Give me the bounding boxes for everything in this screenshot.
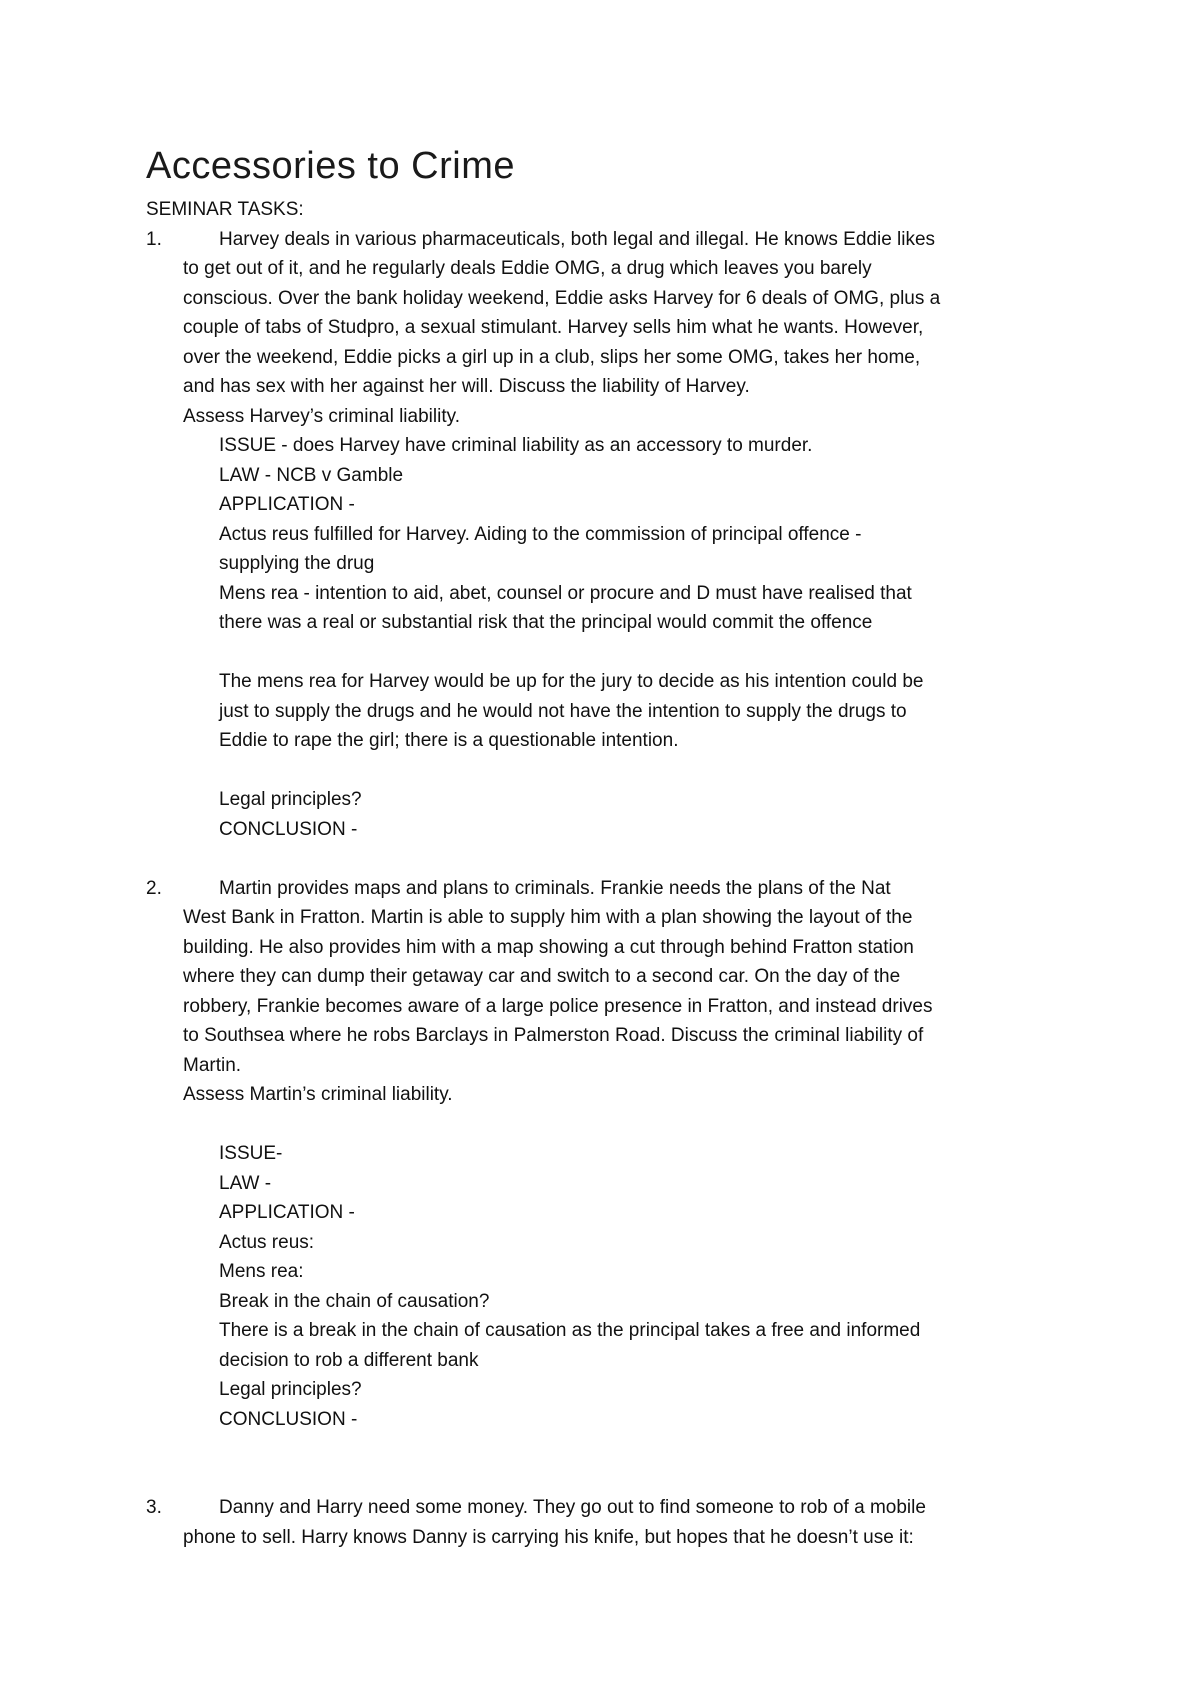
task-1-paragraph-line: and has sex with her against her will. Discuss the liability of Harvey. — [183, 376, 750, 397]
task-2-issue: ISSUE- — [219, 1143, 283, 1164]
document-title: Accessories to Crime — [146, 145, 515, 187]
task-1-discussion-line: Eddie to rape the girl; there is a questionable intention. — [219, 730, 679, 751]
task-1-paragraph-line: conscious. Over the bank holiday weekend, Eddie asks Harvey for 6 deals of OMG, plus a — [183, 287, 941, 309]
task-1-first-line — [0, 225, 1200, 255]
task-2-assess-line: Assess Martin’s criminal liability. — [183, 1084, 453, 1105]
task-3-number: 3. — [146, 1497, 162, 1518]
task-1-conclusion: CONCLUSION - — [219, 818, 358, 840]
spacer — [0, 1434, 1200, 1464]
task-2-conclusion: CONCLUSION - — [219, 1408, 358, 1430]
task-1-actus-reus: Actus reus fulfilled for Harvey. Aiding to the commission of principal offence - — [219, 523, 862, 545]
task-2-causation-answer-cont: decision to rob a different bank — [219, 1349, 479, 1371]
task-2-paragraph-line: robbery, Frankie becomes aware of a large police presence in Fratton, and instead drives — [183, 995, 933, 1017]
task-1-mens-rea: Mens rea - intention to aid, abet, counsel or procure and D must have realised that — [219, 582, 912, 604]
task-3-text: Danny and Harry need some money. They go out to find someone to rob of a mobile — [219, 1497, 926, 1518]
spacer — [0, 1110, 1200, 1140]
task-1-discussion-line: just to supply the drugs and he would not have the intention to supply the drugs to — [219, 700, 907, 722]
task-1-actus-reus-cont: supplying the drug — [219, 553, 375, 574]
task-1-paragraph-line: over the weekend, Eddie picks a girl up in a club, slips her some OMG, takes her home, — [183, 346, 921, 368]
task-2-paragraph-line: West Bank in Fratton. Martin is able to supply him with a plan showing the layout of the — [183, 907, 913, 928]
task-2-actus-reus: Actus reus: — [219, 1231, 315, 1253]
task-1-issue: ISSUE - does Harvey have criminal liability as an accessory to murder. — [219, 435, 813, 456]
task-2-paragraph-line: to Southsea where he robs Barclays in Palmerston Road. Discuss the criminal liability of — [183, 1025, 924, 1046]
task-2-legal-principles: Legal principles? — [219, 1379, 362, 1400]
task-2-mens-rea: Mens rea: — [219, 1261, 304, 1282]
task-1-discussion-line: The mens rea for Harvey would be up for the jury to decide as his intention could be — [219, 671, 924, 692]
seminar-tasks-heading: SEMINAR TASKS: — [146, 199, 304, 220]
task-2-causation-answer: There is a break in the chain of causation as the principal takes a free and informed — [219, 1320, 921, 1341]
spacer — [0, 1464, 1200, 1494]
task-2-first-line — [0, 874, 1200, 904]
task-1-number: 1. — [146, 228, 162, 250]
spacer — [0, 844, 1200, 874]
spacer — [0, 756, 1200, 786]
task-1-mens-rea-cont: there was a real or substantial risk that the principal would commit the offence — [219, 612, 873, 633]
task-1-application: APPLICATION - — [219, 494, 355, 515]
task-3-first-line — [0, 1493, 1200, 1523]
task-2-paragraph-line: building. He also provides him with a map showing a cut through behind Fratton station — [183, 936, 914, 958]
task-2-number: 2. — [146, 877, 162, 899]
task-2-paragraph-line: where they can dump their getaway car and switch to a second car. On the day of the — [183, 966, 901, 987]
document-body — [0, 195, 1200, 1552]
task-2-text: Martin provides maps and plans to criminals. Frankie needs the plans of the Nat — [219, 877, 891, 899]
task-2-paragraph-line: Martin. — [183, 1054, 242, 1076]
task-1-paragraph-line: couple of tabs of Studpro, a sexual stimulant. Harvey sells him what he wants. However, — [183, 317, 924, 338]
task-3-paragraph-line: phone to sell. Harry knows Danny is carrying his knife, but hopes that he doesn’t use it: — [183, 1526, 914, 1548]
task-2-law: LAW - — [219, 1172, 272, 1194]
task-2-causation-question: Break in the chain of causation? — [219, 1290, 490, 1312]
task-1-legal-principles: Legal principles? — [219, 789, 362, 810]
task-1-assess-line: Assess Harvey’s criminal liability. — [183, 405, 460, 427]
task-2-application: APPLICATION - — [219, 1202, 355, 1223]
task-1-law: LAW - NCB v Gamble — [219, 464, 404, 486]
task-1-paragraph-line: to get out of it, and he regularly deals Eddie OMG, a drug which leaves you barely — [183, 258, 872, 279]
spacer — [0, 638, 1200, 668]
task-1-text: Harvey deals in various pharmaceuticals, both legal and illegal. He knows Eddie likes — [219, 228, 936, 250]
